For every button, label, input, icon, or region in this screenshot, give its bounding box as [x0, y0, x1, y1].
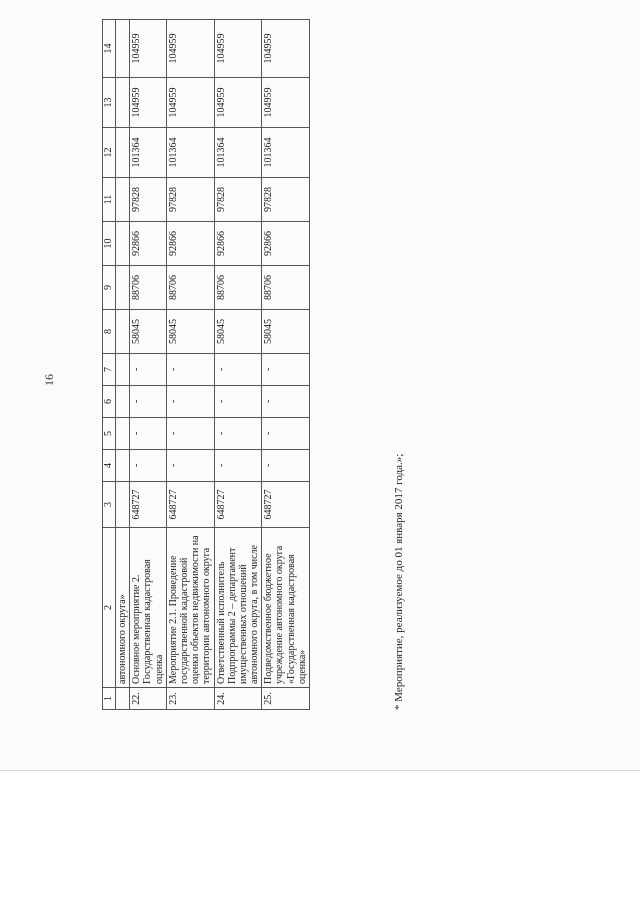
value-cell [116, 418, 130, 450]
table-row [262, 20, 310, 710]
column-header: 1 [103, 688, 116, 710]
row-number: 23. [166, 688, 214, 710]
value-cell: 58045 [166, 310, 214, 354]
value-cell [116, 386, 130, 418]
value-cell: 104959 [130, 20, 167, 78]
value-cell: 104959 [262, 78, 310, 128]
row-number: 25. [262, 688, 310, 710]
page-number: 16 [42, 374, 56, 386]
value-cell: 104959 [214, 20, 262, 78]
value-cell: 648727 [130, 482, 167, 528]
table-row [116, 20, 130, 710]
value-cell [116, 78, 130, 128]
column-header: 8 [103, 310, 116, 354]
value-cell [116, 482, 130, 528]
row-name: Ответственный исполнитель Подпрограммы 2 – департамент имущественных отношений автономного округа, в том числе [214, 528, 262, 688]
value-cell: 104959 [214, 78, 262, 128]
column-header: 9 [103, 266, 116, 310]
value-cell [116, 266, 130, 310]
value-cell: 97828 [130, 178, 167, 222]
value-cell: 92866 [214, 222, 262, 266]
value-cell: 648727 [214, 482, 262, 528]
header-row [103, 20, 116, 710]
value-cell: - [214, 354, 262, 386]
value-cell: 97828 [262, 178, 310, 222]
value-cell: - [166, 450, 214, 482]
value-cell: - [166, 418, 214, 450]
row-number [116, 688, 130, 710]
value-cell [116, 222, 130, 266]
value-cell: - [166, 386, 214, 418]
value-cell: 648727 [166, 482, 214, 528]
value-cell: 101364 [130, 128, 167, 178]
value-cell: - [214, 386, 262, 418]
budget-table [102, 19, 310, 710]
value-cell [116, 128, 130, 178]
value-cell: - [262, 354, 310, 386]
table-row [130, 20, 167, 710]
value-cell: 648727 [262, 482, 310, 528]
value-cell: - [166, 354, 214, 386]
value-cell: 97828 [166, 178, 214, 222]
value-cell: 101364 [214, 128, 262, 178]
value-cell: - [130, 450, 167, 482]
row-number: 22. [130, 688, 167, 710]
value-cell: - [214, 450, 262, 482]
row-number: 24. [214, 688, 262, 710]
column-header: 14 [103, 20, 116, 78]
value-cell [116, 354, 130, 386]
value-cell: 92866 [166, 222, 214, 266]
value-cell: 88706 [166, 266, 214, 310]
value-cell: - [214, 418, 262, 450]
column-header: 3 [103, 482, 116, 528]
value-cell: 104959 [166, 78, 214, 128]
value-cell: - [262, 418, 310, 450]
row-name: Основное мероприятие 2. Государственная кадастровая оценка [130, 528, 167, 688]
value-cell [116, 310, 130, 354]
column-header: 2 [103, 528, 116, 688]
column-header: 5 [103, 418, 116, 450]
column-header: 10 [103, 222, 116, 266]
column-header: 12 [103, 128, 116, 178]
value-cell [116, 178, 130, 222]
value-cell: 58045 [214, 310, 262, 354]
value-cell: 104959 [130, 78, 167, 128]
value-cell: - [130, 386, 167, 418]
value-cell: - [262, 386, 310, 418]
value-cell: - [130, 418, 167, 450]
column-header: 13 [103, 78, 116, 128]
column-header: 7 [103, 354, 116, 386]
footnote: * Мероприятие, реализуемое до 01 января 2017 года.»; [393, 453, 405, 710]
row-name: Подведомственное бюджетное учреждение автономного округа «Государственная кадастровая оценка» [262, 528, 310, 688]
value-cell: 101364 [262, 128, 310, 178]
value-cell: - [130, 354, 167, 386]
table-row [166, 20, 214, 710]
value-cell: 101364 [166, 128, 214, 178]
value-cell: 88706 [130, 266, 167, 310]
value-cell: 97828 [214, 178, 262, 222]
value-cell: 58045 [262, 310, 310, 354]
column-header: 6 [103, 386, 116, 418]
table-row [214, 20, 262, 710]
value-cell: 58045 [130, 310, 167, 354]
value-cell: 104959 [262, 20, 310, 78]
value-cell [116, 450, 130, 482]
value-cell: 92866 [262, 222, 310, 266]
value-cell: 92866 [130, 222, 167, 266]
value-cell: 88706 [262, 266, 310, 310]
value-cell: - [262, 450, 310, 482]
value-cell: 88706 [214, 266, 262, 310]
value-cell: 104959 [166, 20, 214, 78]
row-name: автономного округа» [116, 528, 130, 688]
column-header: 11 [103, 178, 116, 222]
value-cell [116, 20, 130, 78]
row-name: Мероприятие 2.1. Проведение государственной кадастровой оценки объектов недвижимости на территории автономного округа [166, 528, 214, 688]
column-header: 4 [103, 450, 116, 482]
